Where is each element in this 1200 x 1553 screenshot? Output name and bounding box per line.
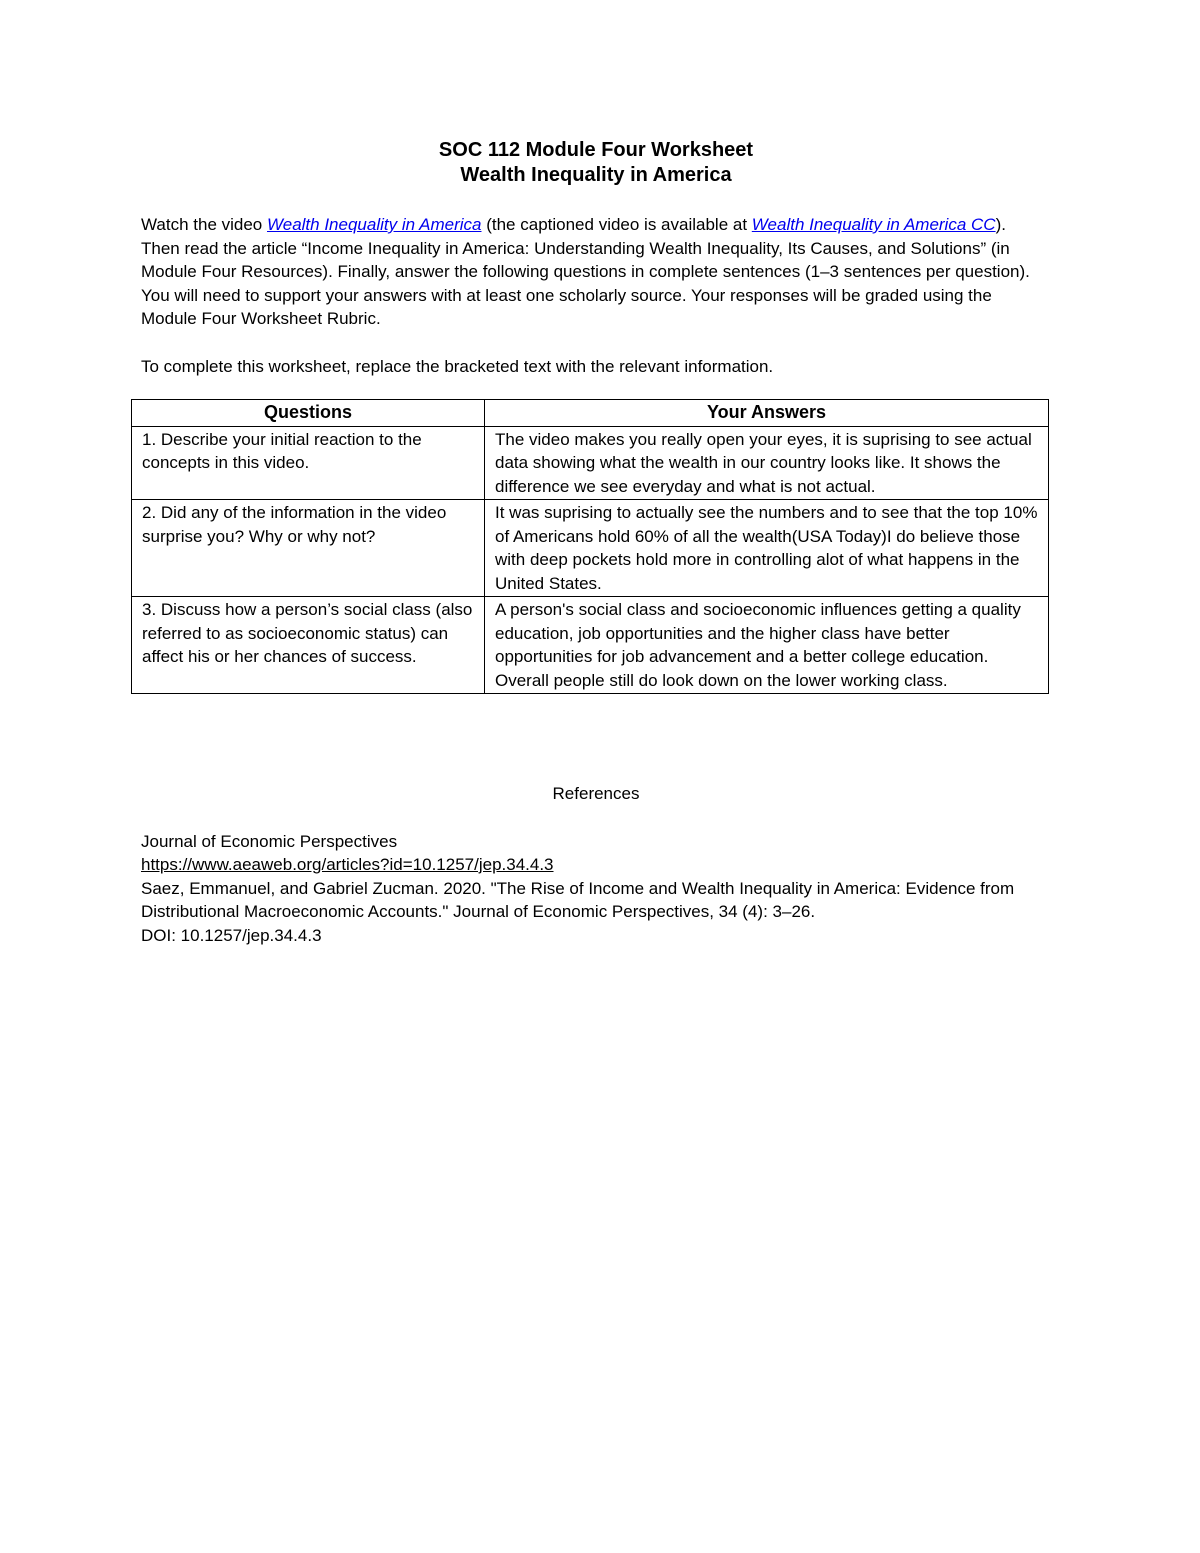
- table-row: [132, 500, 1049, 597]
- table-row: [132, 426, 1049, 500]
- title-line-2: Wealth Inequality in America: [460, 164, 732, 186]
- answer-cell[interactable]: It was suprising to actually see the numbers and to see that the top 10% of Americans hold 60% of all the wealth(USA Today)I do believe those with deep pockets hold more in controlling alot of what happens in the United States.: [485, 500, 1049, 597]
- references-list: [141, 830, 1051, 948]
- question-cell: 3. Discuss how a person’s social class (also referred to as socioeconomic status) can affect his or her chances of success.: [132, 597, 485, 694]
- references-section: [141, 782, 1051, 947]
- title-line-1: SOC 112 Module Four Worksheet: [438, 139, 754, 161]
- captioned-video-link[interactable]: Wealth Inequality in America CC: [751, 215, 996, 234]
- reference-entry: Saez, Emmanuel, and Gabriel Zucman. 2020. "The Rise of Income and Wealth Inequality in America: Evidence from Distributional Macroeconomic Accounts." Journal of Economic Perspectives, 34 (4): 3–26.: [141, 878, 1015, 921]
- header-answers: Your Answers: [485, 400, 1049, 427]
- table-header-row: [132, 400, 1049, 427]
- answer-cell[interactable]: The video makes you really open your eyes, it is suprising to see actual data showing what the wealth in our country looks like. It shows the difference we see everyday and what is not actual.: [485, 426, 1049, 500]
- reference-entry: Journal of Economic Perspectives: [141, 831, 398, 851]
- answer-cell[interactable]: A person's social class and socioeconomic influences getting a quality education, job opportunities and the higher class have better opportunities for job advancement and a better college education. Overall people still do look down on the lower working class.: [485, 597, 1049, 694]
- question-cell: 2. Did any of the information in the video surprise you? Why or why not?: [132, 500, 485, 597]
- reference-doi: DOI: 10.1257/jep.34.4.3: [141, 925, 322, 945]
- intro-text-3: ). Then read the article “Income Inequality in America: Understanding Wealth Inequality, Its Causes, and Solutions” (in Module Four Resources). Finally, answer the following questions in complete sentences (1–3 sentences per question). You will need to support your answers with at least one scholarly source. Your responses will be graded using the Module Four Worksheet Rubric.: [141, 215, 1030, 328]
- intro-text-2: (the captioned video is available at: [481, 215, 752, 234]
- reference-url-link[interactable]: https://www.aeaweb.org/articles?id=10.1257/jep.34.4.3: [141, 855, 554, 874]
- worksheet-page: [141, 138, 1051, 945]
- video-link[interactable]: Wealth Inequality in America: [267, 215, 482, 234]
- intro-text-1: Watch the video: [141, 215, 267, 234]
- table-row: [132, 597, 1049, 694]
- header-questions: Questions: [132, 400, 485, 427]
- question-cell: 1. Describe your initial reaction to the concepts in this video.: [132, 426, 485, 500]
- document-title: [141, 138, 1051, 188]
- intro-paragraph: [141, 213, 1051, 331]
- instruction-paragraph: To complete this worksheet, replace the bracketed text with the relevant information.: [141, 356, 774, 376]
- questions-table: [131, 399, 1049, 694]
- references-heading: References: [552, 784, 640, 803]
